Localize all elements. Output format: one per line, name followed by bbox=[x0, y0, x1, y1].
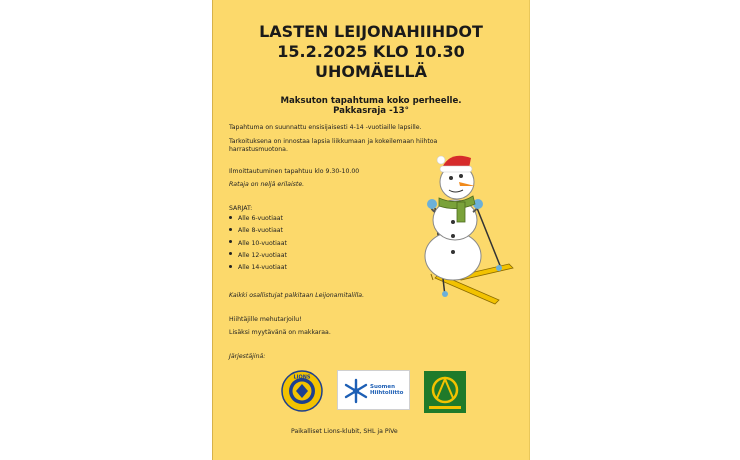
shl-name: Suomen Hiihtoliitto bbox=[370, 384, 404, 397]
target-audience-text: Tapahtuma on suunnattu ensisijaisesti 4-14 -vuotiaille lapsille. bbox=[229, 124, 422, 131]
series-list bbox=[229, 213, 287, 274]
series-item: Alle 10-vuotiaat bbox=[229, 238, 287, 250]
suomen-hiihtoliitto-logo bbox=[337, 370, 410, 410]
series-item: Alle 14-vuotiaat bbox=[229, 262, 287, 274]
juice-text: Hiihtäjille mehutarjoilu! bbox=[229, 316, 302, 323]
bullet-icon bbox=[229, 240, 232, 243]
svg-text:LIONS: LIONS bbox=[293, 374, 311, 381]
purpose-line-1: Tarkoituksena on innostaa lapsia liikkumaan ja kokeilemaan hiihtoa bbox=[229, 138, 438, 145]
snowflake-icon bbox=[341, 372, 371, 410]
series-item: Alle 6-vuotiaat bbox=[229, 213, 287, 225]
series-item: Alle 8-vuotiaat bbox=[229, 225, 287, 237]
lions-logo bbox=[281, 370, 323, 412]
pive-logo bbox=[423, 370, 467, 414]
bullet-icon bbox=[229, 265, 232, 268]
organizers-heading: Järjestäjinä: bbox=[229, 353, 266, 360]
registration-text: Ilmoittautuminen tapahtuu klo 9.30-10.00 bbox=[229, 168, 360, 175]
footer-text: Paikalliset Lions-klubit, SHL ja PiVe bbox=[291, 428, 398, 435]
title-line-2: 15.2.2025 KLO 10.30 bbox=[277, 42, 465, 61]
bullet-icon bbox=[229, 252, 232, 255]
poster-subtitle bbox=[213, 96, 529, 116]
bullet-icon bbox=[229, 228, 232, 231]
subtitle-line-2: Pakkasraja -13° bbox=[333, 106, 409, 116]
title-line-1: LASTEN LEIJONAHIIHDOT bbox=[259, 22, 483, 41]
event-poster bbox=[212, 0, 530, 460]
sausage-text: Lisäksi myytävänä on makkaraa. bbox=[229, 329, 331, 336]
snowman-skier-illustration bbox=[405, 148, 527, 310]
series-item: Alle 12-vuotiaat bbox=[229, 250, 287, 262]
purpose-line-2: harrastusmuotona. bbox=[229, 145, 288, 153]
title-line-3: UHOMÄELLÄ bbox=[315, 62, 427, 81]
series-heading: SARJAT: bbox=[229, 205, 253, 212]
subtitle-line-1: Maksuton tapahtuma koko perheelle. bbox=[280, 96, 462, 106]
awards-text: Kaikki osallistujat palkitaan Leijonamitalilla. bbox=[229, 292, 365, 299]
bullet-icon bbox=[229, 216, 232, 219]
poster-title bbox=[213, 22, 529, 82]
tracks-text: Rataja on neljä erilaiste. bbox=[229, 181, 305, 188]
